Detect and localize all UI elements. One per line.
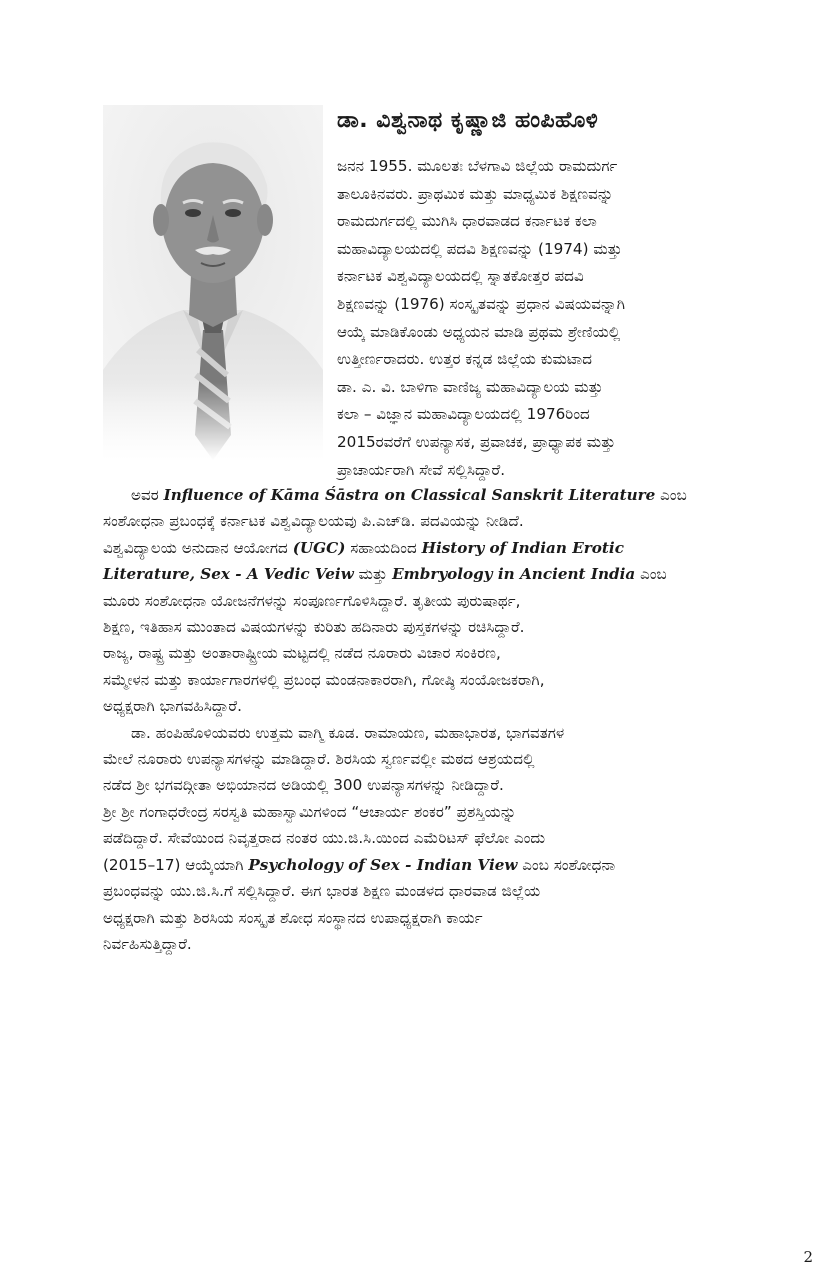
body-line: ಸಮ್ಮೇಳನ ಮತ್ತು ಕಾರ್ಯಾಗಾರಗಳಲ್ಲಿ ಪ್ರಬಂಧ ಮಂಡನಾಕಾರರಾಗಿ, ಗೋಷ್ಠಿ ಸಂಯೋಜಕರಾಗಿ, <box>103 670 545 689</box>
body-line <box>103 561 733 587</box>
body-line <box>103 482 733 508</box>
ugc-abbreviation: (UGC) <box>292 538 346 557</box>
project-title: Embryology in Ancient India <box>392 565 636 584</box>
intro-line: ಮಹಾವಿದ್ಯಾಲಯದಲ್ಲಿ ಪದವಿ ಶಿಕ್ಷಣವನ್ನು (1974) ಮತ್ತು <box>337 239 622 258</box>
page-number: 2 <box>803 1248 813 1266</box>
lectures-paragraph <box>103 720 733 958</box>
body-line: ಅಧ್ಯಕ್ಷರಾಗಿ ಮತ್ತು ಶಿರಸಿಯ ಸಂಸ್ಕೃತ ಶೋಧ ಸಂಸ್ಥಾನದ ಉಪಾಧ್ಯಕ್ಷರಾಗಿ ಕಾರ್ಯ <box>103 908 483 927</box>
intro-line: ಉತ್ತೀರ್ಣರಾದರು. ಉತ್ತರ ಕನ್ನಡ ಜಿಲ್ಲೆಯ ಕುಮಟಾದ <box>337 350 593 369</box>
intro-line: ಜನನ 1955. ಮೂಲತಃ ಬೆಳಗಾವಿ ಜಿಲ್ಲೆಯ ರಾಮದುರ್ಗ <box>337 157 618 175</box>
body-text: ಎಂಬ <box>655 486 687 504</box>
intro-line: ತಾಲೂಕಿನವರು. ಪ್ರಾಥಮಿಕ ಮತ್ತು ಮಾಧ್ಯಮಿಕ ಶಿಕ್ಷಣವನ್ನು <box>337 184 614 203</box>
body-text: ಎಂಬ ಸಂಶೋಧನಾ <box>517 855 616 874</box>
intro-line: ರಾಮದುರ್ಗದಲ್ಲಿ ಮುಗಿಸಿ ಧಾರವಾಡದ ಕರ್ನಾಟಕ ಕಲಾ <box>337 212 597 231</box>
intro-line: ಶಿಕ್ಷಣವನ್ನು (1976) ಸಂಸ್ಕೃತವನ್ನು ಪ್ರಧಾನ ವಿಷಯವನ್ನಾಗಿ <box>337 294 626 313</box>
body-line: ನಿರ್ವಹಿಸುತ್ತಿದ್ದಾರೆ. <box>103 934 192 953</box>
body-line: ಶ್ರೀ ಶ್ರೀ ಗಂಗಾಧರೇಂದ್ರ ಸರಸ್ವತಿ ಮಹಾಸ್ವಾಮಿಗಳಿಂದ “ಆಚಾರ್ಯ ಶಂಕರ” ಪ್ರಶಸ್ತಿಯನ್ನು <box>103 802 517 821</box>
intro-line: ಆಯ್ಕೆ ಮಾಡಿಕೊಂಡು ಅಧ್ಯಯನ ಮಾಡಿ ಪ್ರಥಮ ಶ್ರೇಣಿಯಲ್ಲಿ <box>337 322 621 341</box>
body-line <box>103 852 733 878</box>
intro-line: 2015ರವರೆಗೆ ಉಪನ್ಯಾಸಕ, ಪ್ರವಾಚಕ, ಪ್ರಾಧ್ಯಾಪಕ ಮತ್ತು <box>337 432 616 451</box>
intro-line: ಡಾ. ಎ. ವಿ. ಬಾಳಿಗಾ ವಾಣಿಜ್ಯ ಮಹಾವಿದ್ಯಾಲಯ ಮತ್ತು <box>337 377 603 396</box>
body-text: ಅವರ <box>131 486 164 504</box>
thesis-title: Psychology of Sex - Indian View <box>248 855 518 874</box>
body-line: ಪ್ರಬಂಧವನ್ನು ಯು.ಜಿ.ಸಿ.ಗೆ ಸಲ್ಲಿಸಿದ್ದಾರೆ. ಈಗ ಭಾರತ ಶಿಕ್ಷಣ ಮಂಡಳದ ಧಾರವಾಡ ಜಿಲ್ಲೆಯ <box>103 882 541 901</box>
body-text: (2015–17) ಆಯ್ಕೆಯಾಗಿ <box>103 855 249 874</box>
body-line: ಮೇಲೆ ನೂರಾರು ಉಪನ್ಯಾಸಗಳನ್ನು ಮಾಡಿದ್ದಾರೆ. ಶಿರಸಿಯ ಸ್ವರ್ಣವಲ್ಲೀ ಮಠದ ಆಶ್ರಯದಲ್ಲಿ <box>103 750 535 769</box>
body-line: ರಾಜ್ಯ, ರಾಷ್ಟ್ರ ಮತ್ತು ಅಂತಾರಾಷ್ಟ್ರೀಯ ಮಟ್ಟದಲ್ಲಿ ನಡೆದ ನೂರಾರು ವಿಚಾರ ಸಂಕಿರಣ, <box>103 644 501 663</box>
project-title: Literature, Sex - A Vedic Veiw <box>103 565 354 584</box>
body-line: ಮೂರು ಸಂಶೋಧನಾ ಯೋಜನೆಗಳನ್ನು ಸಂಪೂರ್ಣಗೊಳಿಸಿದ್ದಾರೆ. ತೃತೀಯ ಪುರುಷಾರ್ಥ, <box>103 591 521 610</box>
intro-line: ಪ್ರಾಚಾರ್ಯರಾಗಿ ಸೇವೆ ಸಲ್ಲಿಸಿದ್ದಾರೆ. <box>337 460 506 479</box>
body-line: ನಡೆದ ಶ್ರೀ ಭಗವದ್ಗೀತಾ ಅಭಿಯಾನದ ಅಡಿಯಲ್ಲಿ 300 ಉಪನ್ಯಾಸಗಳನ್ನು ನೀಡಿದ್ದಾರೆ. <box>103 776 504 795</box>
thesis-title: Influence of Kāma Śāstra on Classical Sanskrit Literature <box>163 486 656 504</box>
body-line: ಡಾ. ಹಂಪಿಹೊಳಿಯವರು ಉತ್ತಮ ವಾಗ್ಮಿ ಕೂಡ. ರಾಮಾಯಣ, ಮಹಾಭಾರತ, ಭಾಗವತಗಳ <box>131 723 565 742</box>
research-paragraph <box>103 482 733 720</box>
body-line: ಪಡೆದಿದ್ದಾರೆ. ಸೇವೆಯಿಂದ ನಿವೃತ್ತರಾದ ನಂತರ ಯು.ಜಿ.ಸಿ.ಯಿಂದ ಎಮೆರಿಟಸ್ ಫೆಲೋ ಎಂದು <box>103 829 546 848</box>
body-line <box>103 535 733 561</box>
body-text: ಮತ್ತು <box>353 565 393 584</box>
body-text: ಸಹಾಯದಿಂದ <box>345 538 422 557</box>
body-text: ಎಂಬ <box>635 565 667 584</box>
author-portrait-icon <box>103 105 323 460</box>
body-text: ವಿಶ್ವವಿದ್ಯಾಲಯ ಅನುದಾನ ಆಯೋಗದ <box>103 538 293 557</box>
biography-body <box>103 482 733 957</box>
author-intro <box>337 153 777 484</box>
page-title: ಡಾ. ವಿಶ್ವನಾಥ ಕೃಷ್ಣಾಜಿ ಹಂಪಿಹೊಳಿ <box>337 108 599 133</box>
body-line: ಅಧ್ಯಕ್ಷರಾಗಿ ಭಾಗವಹಿಸಿದ್ದಾರೆ. <box>103 697 242 716</box>
intro-line: ಕಲಾ – ವಿಜ್ಞಾನ ಮಹಾವಿದ್ಯಾಲಯದಲ್ಲಿ 1976ರಿಂದ <box>337 405 590 424</box>
body-line: ಸಂಶೋಧನಾ ಪ್ರಬಂಧಕ್ಕೆ ಕರ್ನಾಟಕ ವಿಶ್ವವಿದ್ಯಾಲಯವು ಪಿ.ಎಚ್‌ಡಿ. ಪದವಿಯನ್ನು ನೀಡಿದೆ. <box>103 512 524 531</box>
intro-line: ಕರ್ನಾಟಕ ವಿಶ್ವವಿದ್ಯಾಲಯದಲ್ಲಿ ಸ್ನಾತಕೋತ್ತರ ಪದವಿ <box>337 267 584 286</box>
body-line: ಶಿಕ್ಷಣ, ಇತಿಹಾಸ ಮುಂತಾದ ವಿಷಯಗಳನ್ನು ಕುರಿತು ಹದಿನಾರು ಪುಸ್ತಕಗಳನ್ನು ರಚಿಸಿದ್ದಾರೆ. <box>103 618 525 637</box>
project-title: History of Indian Erotic <box>421 538 624 557</box>
